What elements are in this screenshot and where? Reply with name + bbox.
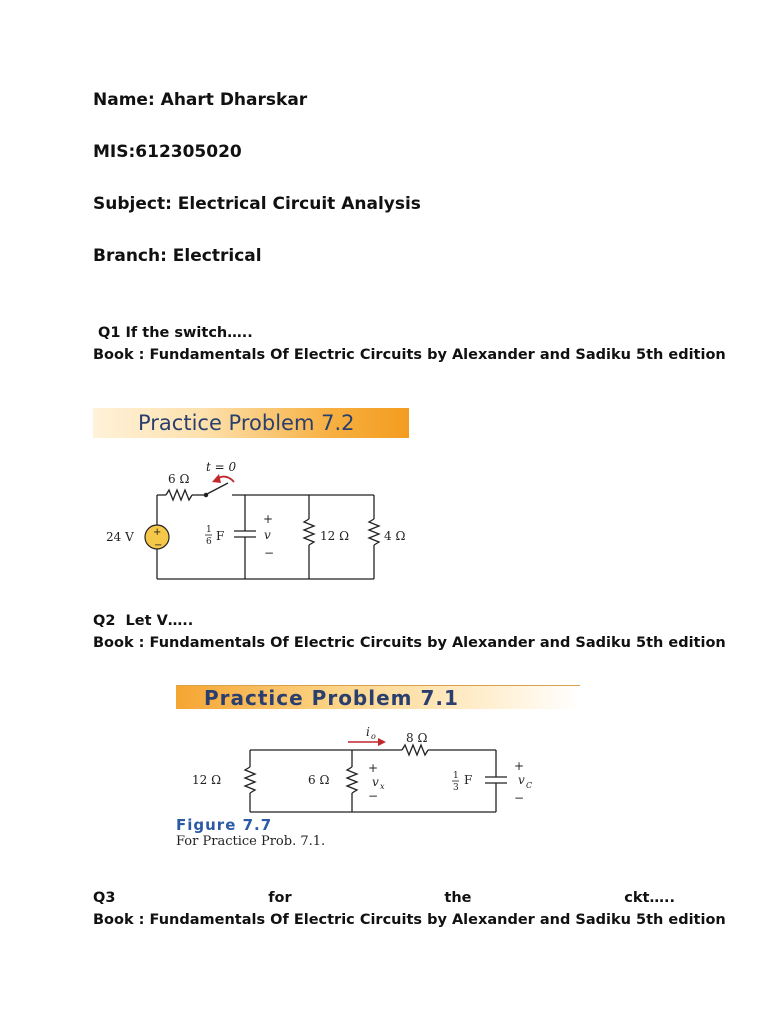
q3-word: for xyxy=(268,890,292,906)
q1-title: Q1 If the switch….. xyxy=(93,325,253,341)
q1-minus: − xyxy=(154,540,163,551)
q2-vc-sub: C xyxy=(526,781,533,790)
q2-r-left-label: 12 Ω xyxy=(192,773,222,787)
q2-banner xyxy=(176,686,580,709)
q3-title xyxy=(93,890,675,906)
q1-source-label: 24 V xyxy=(106,530,134,544)
q2-circuit xyxy=(176,722,536,817)
figure-caption: For Practice Prob. 7.1. xyxy=(176,834,326,849)
q2-cap-label: F xyxy=(464,773,473,787)
q2-book: Book : Fundamentals Of Electric Circuits by Alexander and Sadiku 5th edition xyxy=(93,635,726,651)
q1-r2-label: 12 Ω xyxy=(320,529,350,543)
q1-v-minus: − xyxy=(264,546,275,560)
q2-r-top-label: 8 Ω xyxy=(406,731,428,745)
q2-banner-text: Practice Problem 7.1 xyxy=(204,685,459,710)
q3-word: ckt….. xyxy=(624,890,675,906)
q2-vc-minus: − xyxy=(514,791,525,805)
q2-io-sub: o xyxy=(371,732,376,741)
q2-title: Q2 Let V….. xyxy=(93,613,194,629)
q2-io-label: i xyxy=(366,725,370,739)
q1-r3-label: 4 Ω xyxy=(384,529,406,543)
q2-vc-label: v xyxy=(518,773,525,787)
q1-circuit xyxy=(100,455,406,585)
q1-r1-label: 6 Ω xyxy=(168,472,190,486)
q2-vx-minus: − xyxy=(368,789,379,803)
q2-cap-den: 3 xyxy=(453,783,459,793)
student-name: Name: Ahart Dharskar xyxy=(93,90,308,110)
q2-cap-num: 1 xyxy=(453,771,459,781)
q2-vc-plus: + xyxy=(514,759,525,773)
q1-v-label: v xyxy=(264,528,271,542)
q1-banner xyxy=(93,408,409,438)
q3-word: Q3 xyxy=(93,890,116,906)
q1-plus: + xyxy=(153,527,162,538)
q1-cap-den: 6 xyxy=(206,537,212,547)
q1-v-plus: + xyxy=(263,512,274,526)
figure-title: Figure 7.7 xyxy=(176,816,273,834)
q2-vx-label: v xyxy=(372,775,379,789)
student-mis: MIS:612305020 xyxy=(93,142,242,162)
subject: Subject: Electrical Circuit Analysis xyxy=(93,194,421,214)
q3-book: Book : Fundamentals Of Electric Circuits by Alexander and Sadiku 5th edition xyxy=(93,912,726,928)
q2-vx-plus: + xyxy=(368,761,379,775)
q1-book: Book : Fundamentals Of Electric Circuits by Alexander and Sadiku 5th edition xyxy=(93,347,726,363)
q3-word: the xyxy=(444,890,472,906)
q1-switch-label: t = 0 xyxy=(206,460,237,474)
branch: Branch: Electrical xyxy=(93,246,262,266)
q1-cap-label: F xyxy=(216,529,225,543)
q1-cap-num: 1 xyxy=(206,525,212,535)
q2-r-mid-label: 6 Ω xyxy=(308,773,330,787)
q1-banner-text: Practice Problem 7.2 xyxy=(138,411,355,435)
q2-vx-sub: x xyxy=(380,782,385,791)
